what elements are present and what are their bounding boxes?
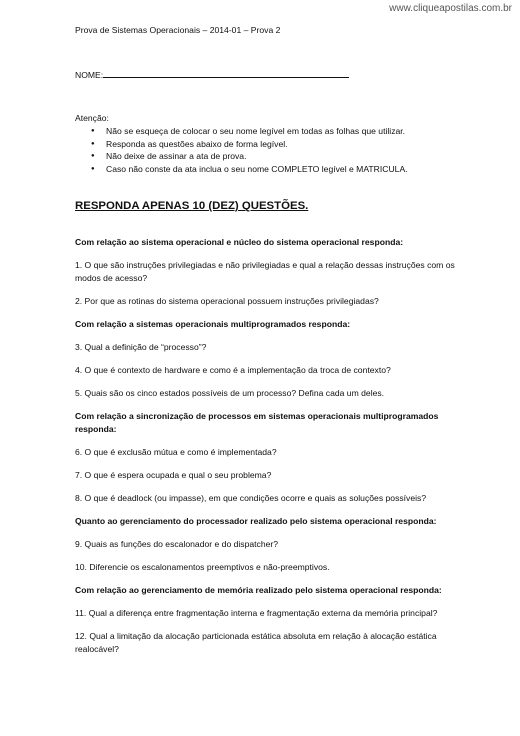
question-item: 6. O que é exclusão mútua e como é implementada? — [75, 447, 277, 457]
name-field-line — [75, 70, 349, 80]
attention-item: ● Não se esqueça de colocar o seu nome legível em todas as folhas que utilizar. — [75, 125, 408, 138]
section-heading: Com relação ao gerenciamento de memória realizado pelo sistema operacional responda: — [75, 585, 442, 595]
question-item: 4. O que é contexto de hardware e como é a implementação da troca de contexto? — [75, 365, 391, 375]
attention-item: ● Caso não conste da ata inclua o seu nome COMPLETO legível e MATRICULA. — [75, 163, 408, 176]
question-item: 12. Qual a limitação da alocação particionada estática absoluta em relação à alocação estática realocável? — [75, 631, 437, 654]
attention-label: Atenção: — [75, 113, 109, 123]
attention-item: ● Não deixe de assinar a ata de prova. — [75, 150, 408, 163]
exam-header: Prova de Sistemas Operacionais – 2014-01 – Prova 2 — [75, 25, 281, 35]
section-heading: Quanto ao gerenciamento do processador realizado pelo sistema operacional responda: — [75, 516, 437, 526]
question-item: 2. Por que as rotinas do sistema operacional possuem instruções privilegiadas? — [75, 296, 379, 306]
question-item: 5. Quais são os cinco estados possíveis de um processo? Defina cada um deles. — [75, 388, 385, 398]
question-item: 8. O que é deadlock (ou impasse), em que condições ocorre e quais as soluções possíveis? — [75, 493, 427, 503]
question-item: 7. O que é espera ocupada e qual o seu problema? — [75, 470, 272, 480]
attention-list — [75, 125, 408, 175]
exam-instruction-title: RESPONDA APENAS 10 (DEZ) QUESTÕES. — [75, 200, 309, 212]
name-label: NOME: — [75, 70, 104, 80]
attention-item: ● Responda as questões abaixo de forma legível. — [75, 138, 408, 151]
section-heading: Com relação ao sistema operacional e núcleo do sistema operacional responda: — [75, 237, 404, 247]
attention-block — [75, 113, 408, 175]
question-item: 3. Qual a definição de “processo”? — [75, 342, 207, 352]
question-item: 11. Qual a diferença entre fragmentação interna e fragmentação externa da memória principal? — [75, 608, 438, 618]
name-blank-line — [103, 70, 349, 78]
question-item: 10. Diferencie os escalonamentos preemptivos e não-preemptivos. — [75, 562, 330, 572]
question-item: 1. O que são instruções privilegiadas e não privilegiadas e qual a relação dessas instruções com os modos de acesso? — [75, 260, 455, 283]
questions-content — [75, 236, 455, 666]
section-heading: Com relação a sincronização de processos em sistemas operacionais multiprogramados responda: — [75, 411, 439, 434]
watermark-text: www.cliqueapostilas.com.br — [389, 3, 512, 14]
section-heading: Com relação a sistemas operacionais multiprogramados responda: — [75, 319, 351, 329]
question-item: 9. Quais as funções do escalonador e do dispatcher? — [75, 539, 279, 549]
